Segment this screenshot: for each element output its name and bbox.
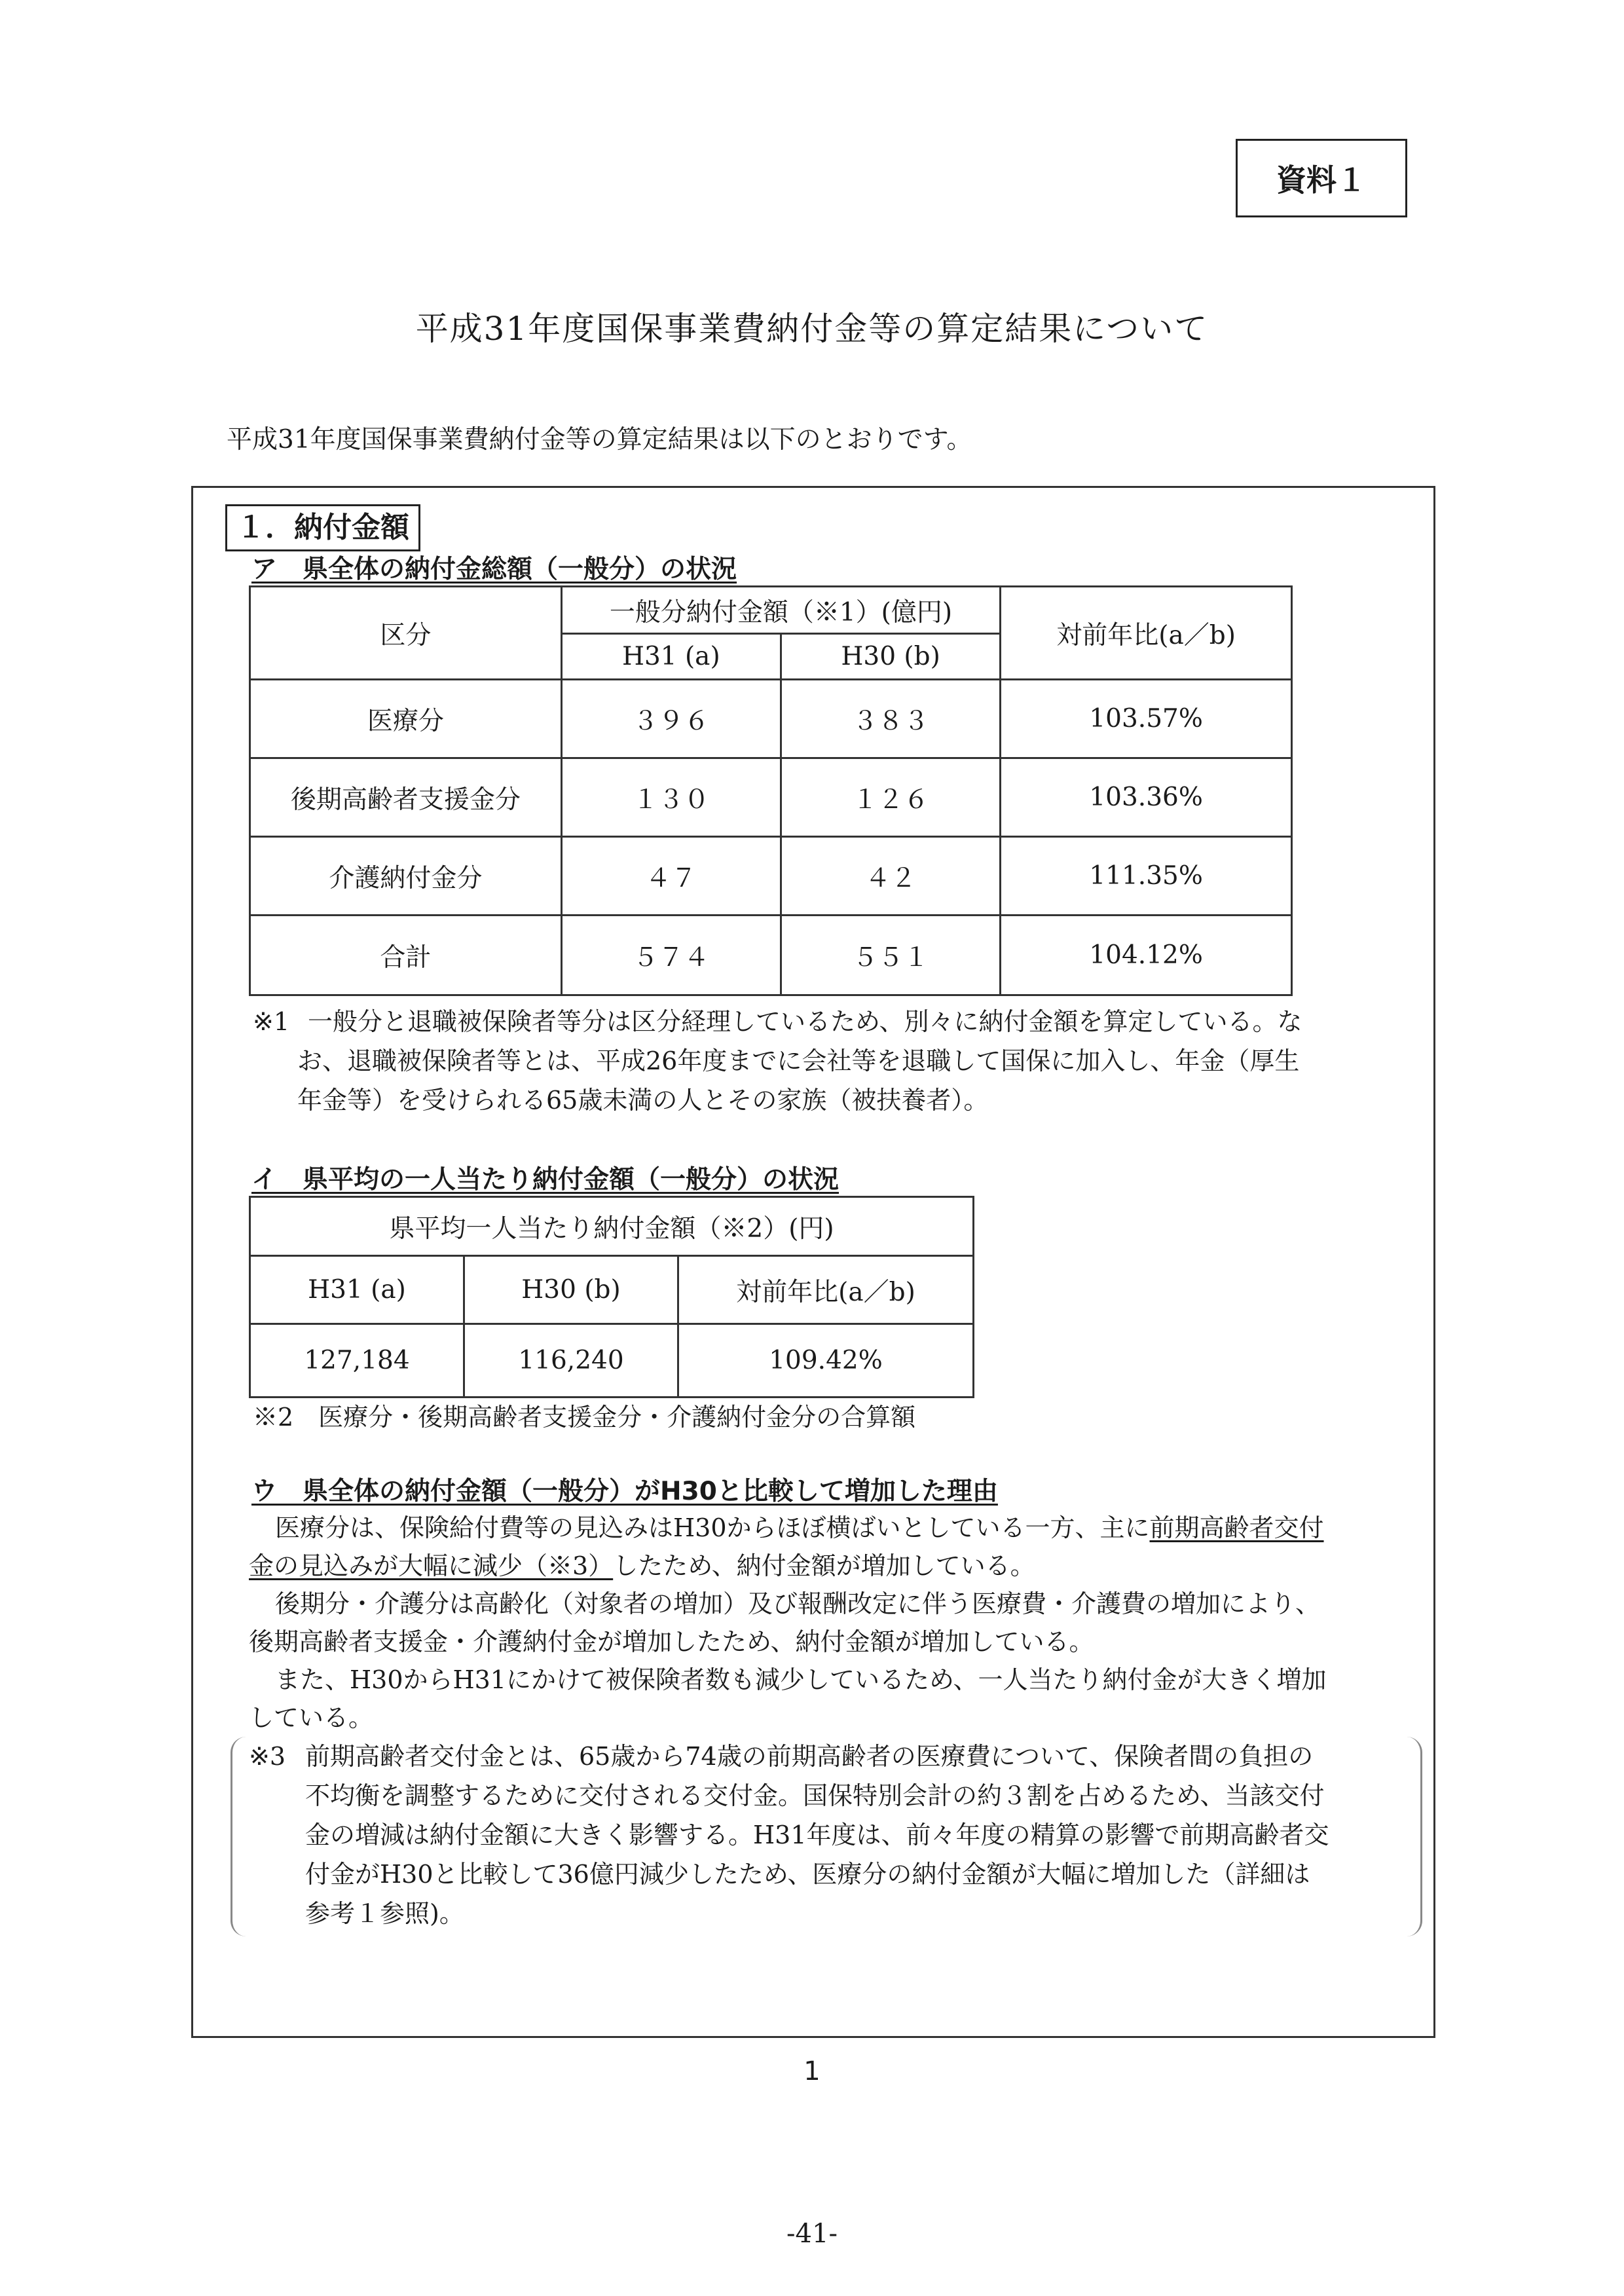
document-badge: 資料１: [1236, 139, 1407, 217]
row-h31: ３９６: [561, 680, 781, 758]
row-label: 合計: [250, 916, 562, 995]
row-h30: １２６: [781, 758, 1000, 837]
table-row: [250, 758, 1292, 837]
total-amount-table: [249, 585, 1293, 996]
reason-text: したため、納付金額が増加している。: [613, 1551, 1035, 1580]
row-ratio: 111.35%: [1001, 837, 1292, 916]
h31-value: 127,184: [250, 1324, 464, 1398]
subsection-a-heading: ア 県全体の納付金総額（一般分）の状況: [251, 555, 737, 584]
table-row: [250, 1324, 974, 1398]
row-h31: ４７: [561, 837, 781, 916]
reason-paragraph-line: 後期高齢者支援金・介護納付金が増加したため、納付金額が増加している。: [249, 1627, 1094, 1656]
reason-text-underlined: 金の見込みが大幅に減少（※3）: [249, 1551, 614, 1580]
per-capita-table: [249, 1196, 974, 1398]
page-number-sub: -41-: [786, 2219, 838, 2249]
table-row: [250, 916, 1292, 995]
reason-paragraph-line: している。: [249, 1703, 374, 1732]
row-label: 後期高齢者支援金分: [250, 758, 562, 837]
note-3-line: 不均衡を調整するために交付される交付金。国保特別会計の約３割を占めるため、当該交付: [305, 1781, 1325, 1810]
page-title: 平成31年度国保事業費納付金等の算定結果について: [415, 310, 1209, 348]
ratio-value: 109.42%: [678, 1324, 974, 1398]
col-ratio-header: 対前年比(a／b): [678, 1256, 974, 1324]
note-3-line: 参考１参照)。: [305, 1899, 464, 1928]
row-ratio: 103.36%: [1001, 758, 1292, 837]
note-3-line: 金の増減は納付金額に大きく影響する。H31年度は、前々年度の精算の影響で前期高齢者交: [305, 1821, 1329, 1849]
col-kubun-header: 区分: [250, 587, 562, 680]
section-heading: １．納付金額: [225, 504, 420, 551]
col-h30-header: H30 (b): [464, 1256, 678, 1324]
reason-paragraph-line: [275, 1509, 1324, 1547]
subsection-u-heading: ウ 県全体の納付金額（一般分）がH30と比較して増加した理由: [251, 1477, 998, 1506]
intro-text: 平成31年度国保事業費納付金等の算定結果は以下のとおりです。: [227, 425, 972, 454]
col-amount-header: 一般分納付金額（※1）(億円): [561, 587, 1001, 634]
note-1-line: お、退職被保険者等とは、平成26年度までに会社等を退職して国保に加入し、年金（厚生: [297, 1046, 1300, 1075]
note-1-line: 一般分と退職被保険者等分は区分経理しているため、別々に納付金額を算定している。な: [308, 1007, 1302, 1036]
row-ratio: 104.12%: [1001, 916, 1292, 995]
table-row: [250, 837, 1292, 916]
per-capita-header: 県平均一人当たり納付金額（※2）(円): [250, 1197, 974, 1256]
row-h31: ５７４: [561, 916, 781, 995]
reason-paragraph-line: 後期分・介護分は高齢化（対象者の増加）及び報酬改定に伴う医療費・介護費の増加により、: [275, 1589, 1321, 1618]
row-h30: ５５１: [781, 916, 1000, 995]
subsection-i-heading: イ 県平均の一人当たり納付金額（一般分）の状況: [251, 1165, 840, 1194]
note-3-line: 付金がH30と比較して36億円減少したため、医療分の納付金額が大幅に増加した（詳細は: [305, 1860, 1310, 1889]
note-3-line: 前期高齢者交付金とは、65歳から74歳の前期高齢者の医療費について、保険者間の負担の: [305, 1742, 1314, 1771]
h30-value: 116,240: [464, 1324, 678, 1398]
row-h30: ４２: [781, 837, 1000, 916]
col-h31-header: H31 (a): [561, 634, 781, 680]
page-number: 1: [803, 2056, 821, 2086]
col-ratio-header: 対前年比(a／b): [1001, 587, 1292, 680]
reason-paragraph-line: また、H30からH31にかけて被保険者数も減少しているため、一人当たり納付金が大きく増加: [275, 1665, 1327, 1694]
col-h31-header: H31 (a): [250, 1256, 464, 1324]
row-ratio: 103.57%: [1001, 680, 1292, 758]
note-1-line: 年金等）を受けられる65歳未満の人とその家族（被扶養者）。: [297, 1086, 989, 1115]
col-h30-header: H30 (b): [781, 634, 1000, 680]
row-label: 医療分: [250, 680, 562, 758]
row-label: 介護納付金分: [250, 837, 562, 916]
reason-text: 医療分は、保険給付費等の見込みはH30からほぼ横ばいとしている一方、主に: [275, 1513, 1150, 1542]
note-2: ※2 医療分・後期高齢者支援金分・介護納付金分の合算額: [253, 1403, 916, 1432]
note-1-mark: ※1: [253, 1007, 290, 1036]
note-3-mark: ※3: [249, 1742, 286, 1771]
row-h31: １３０: [561, 758, 781, 837]
reason-text-underlined: 前期高齢者交付: [1149, 1513, 1324, 1542]
reason-paragraph-line: [249, 1547, 1035, 1585]
row-h30: ３８３: [781, 680, 1000, 758]
table-row: [250, 680, 1292, 758]
